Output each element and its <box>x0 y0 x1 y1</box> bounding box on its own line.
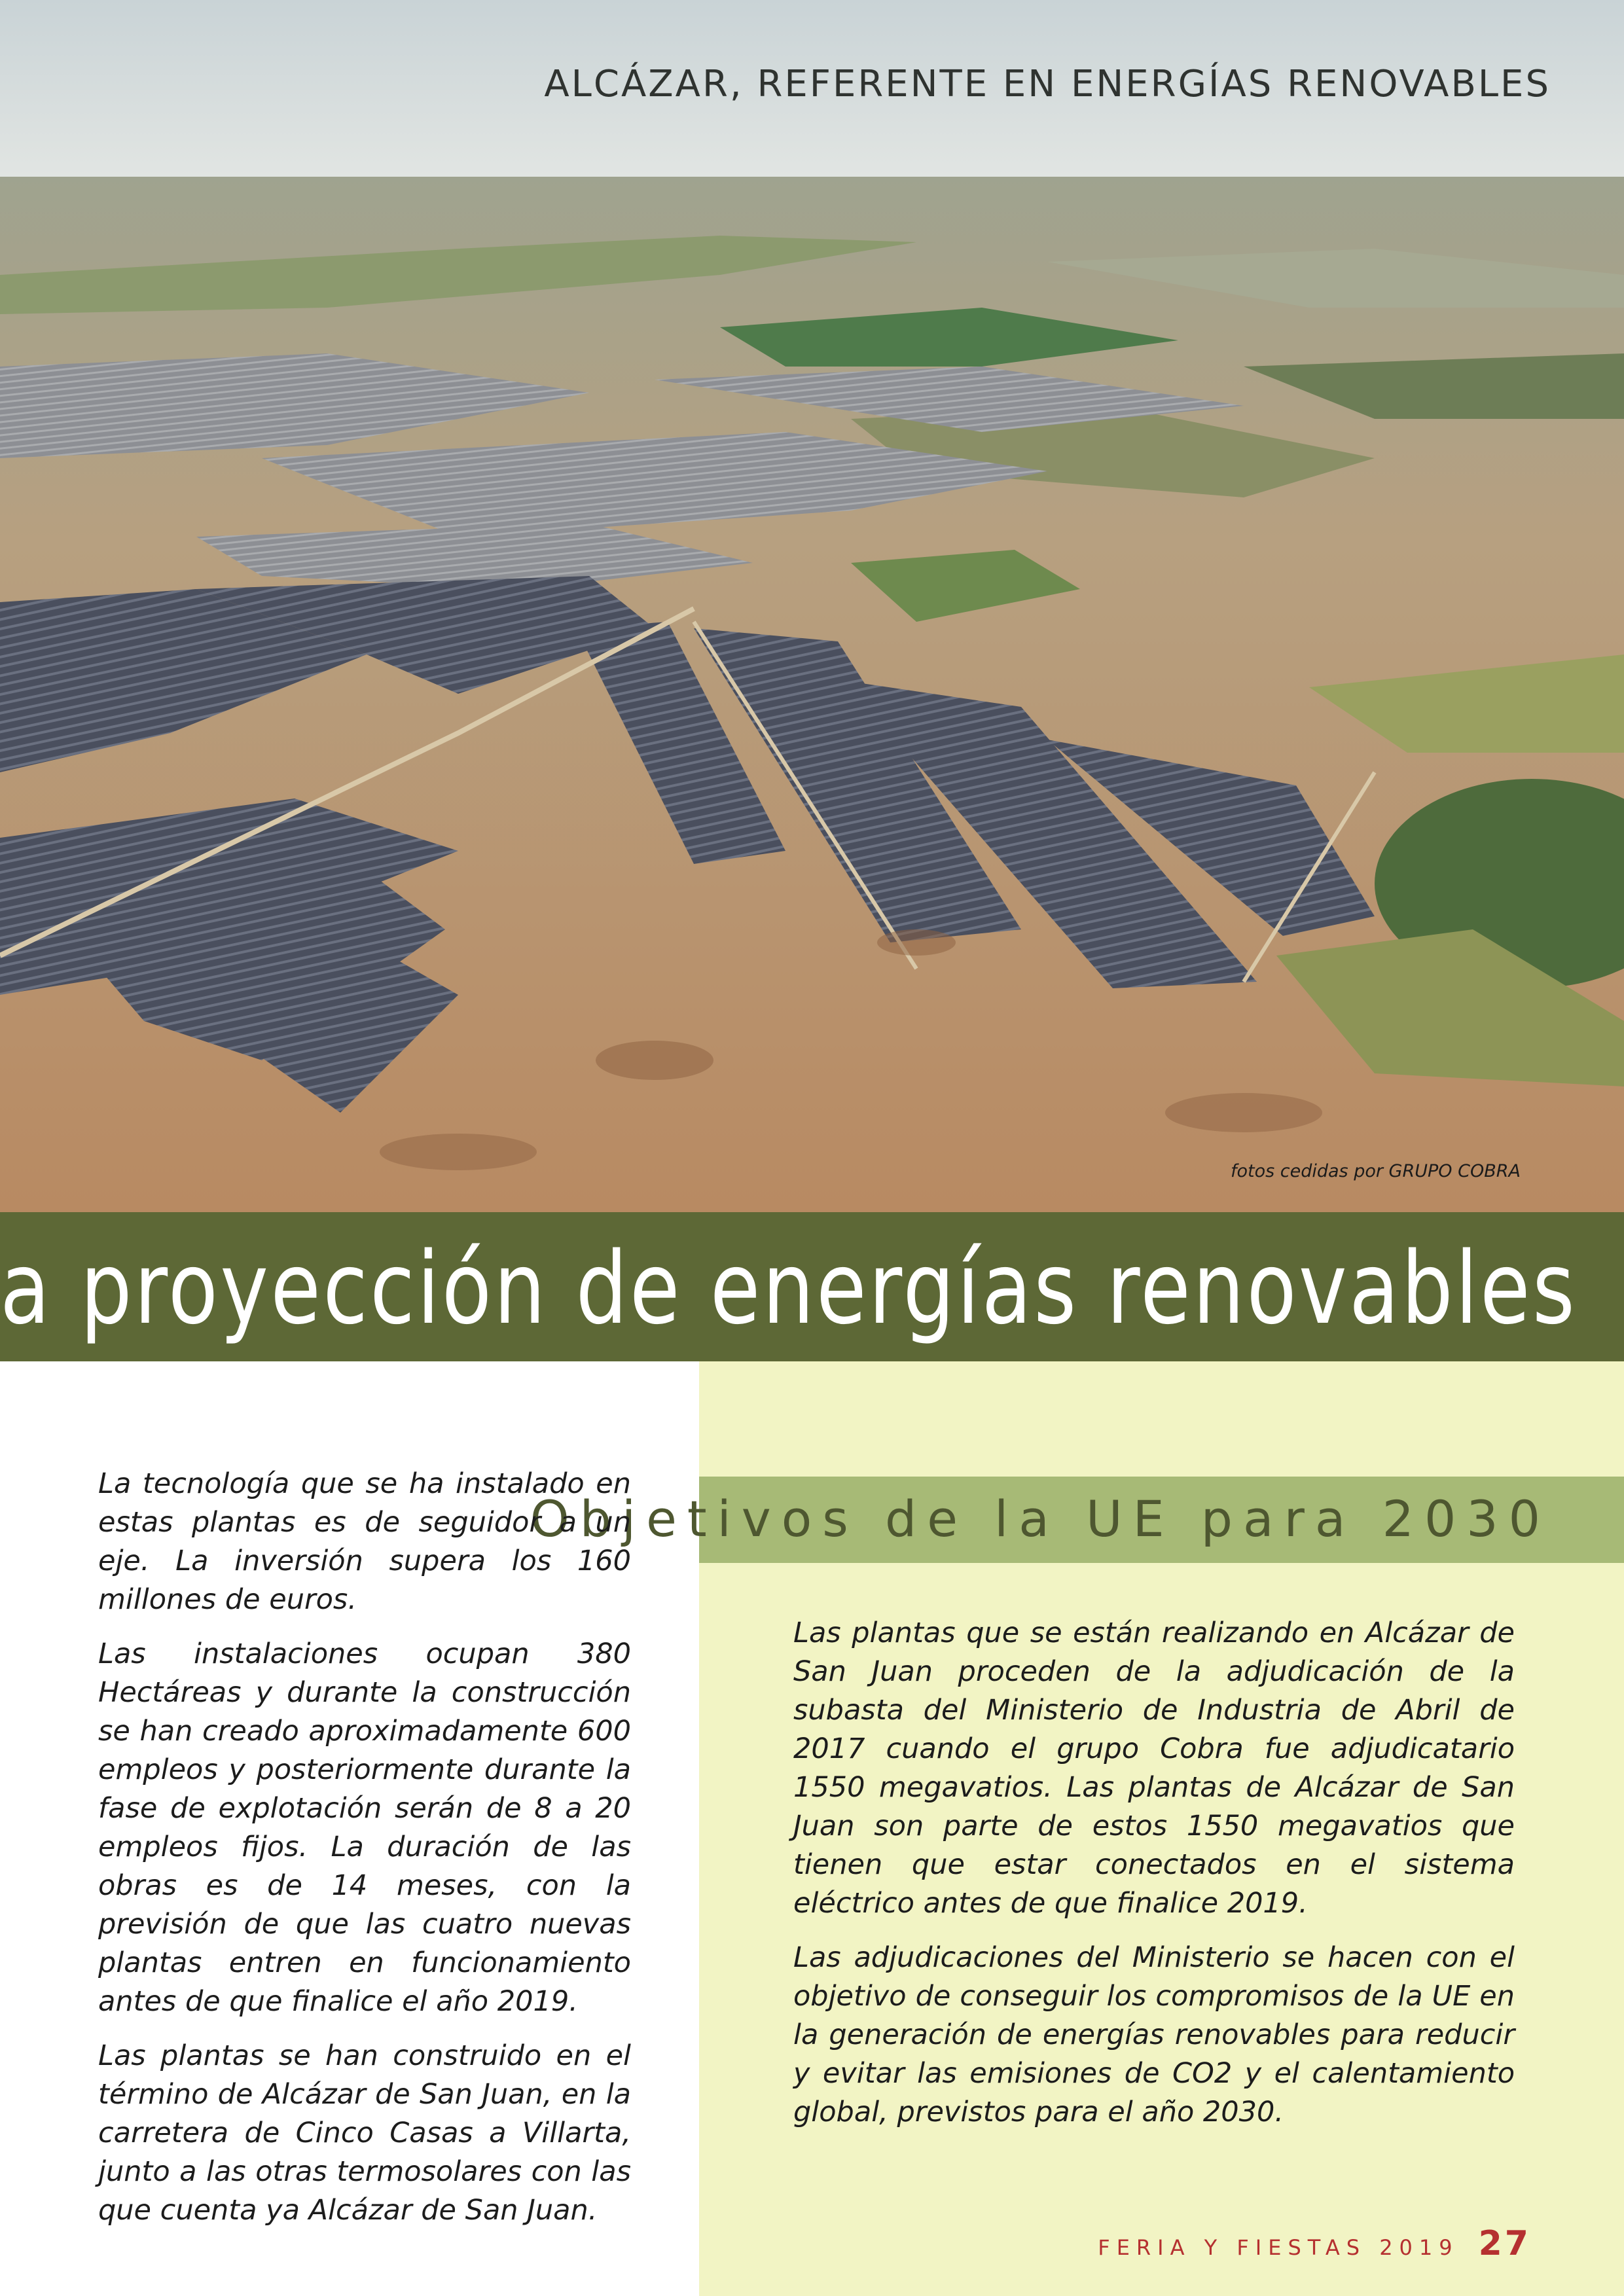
section-title: ALCÁZAR, REFERENTE EN ENERGÍAS RENOVABLES <box>544 63 1551 105</box>
photo-credit: fotos cedidas por GRUPO COBRA <box>1231 1161 1521 1181</box>
title-band <box>0 1212 1624 1361</box>
left-column <box>98 1465 631 2246</box>
edition-label: FERIA Y FIESTAS 2019 <box>1098 2235 1459 2260</box>
left-paragraph-2: Las instalaciones ocupan 380 Hectáreas y durante la construcción se han creado aproximadamente 600 empleos y posteriormente durante la fase de explotación serán de 8 a 20 empleos fijos. La duración de las obras es de 14 meses, con la previsión de que las cuatro nuevas plantas entren en funcionamiento antes de que finalice el año 2019. <box>98 1638 631 2018</box>
page-footer <box>1098 2224 1531 2263</box>
page-number: 27 <box>1478 2224 1531 2263</box>
sidebar-paragraph-1: Las plantas que se están realizando en Alcázar de San Juan proceden de la adjudicación de la subasta del Ministerio de Industria de Abril de 2017 cuando el grupo Cobra fue adjudicatario 1550 megavatios. Las plantas de Alcázar de San Juan son parte de estos 1550 megavatios que tienen que estar conectados en el sistema eléctrico antes de que finalice 2019. <box>793 1617 1515 1920</box>
sidebar-paragraph-2: Las adjudicaciones del Ministerio se hacen con el objetivo de conseguir los compromisos de la UE en la generación de energías renovables para reducir y evitar las emisiones de CO2 y el calentamiento global, previstos para el año 2030. <box>793 1941 1515 2128</box>
page-title: a proyección de energías renovables <box>0 1230 1578 1346</box>
left-paragraph-1: La tecnología que se ha instalado en estas plantas es de seguidor a un eje. La inversión supera los 160 millones de euros. <box>98 1467 631 1616</box>
left-paragraph-3: Las plantas se han construido en el término de Alcázar de San Juan, en la carretera de Cinco Casas a Villarta, junto a las otras termosolares con las que cuenta ya Alcázar de San Juan. <box>98 2039 631 2227</box>
sidebar-column <box>793 1614 1515 2147</box>
sidebar-heading-bar <box>530 1477 1624 1563</box>
sidebar-heading: Objetivos de la UE para 2030 <box>530 1490 1551 1548</box>
